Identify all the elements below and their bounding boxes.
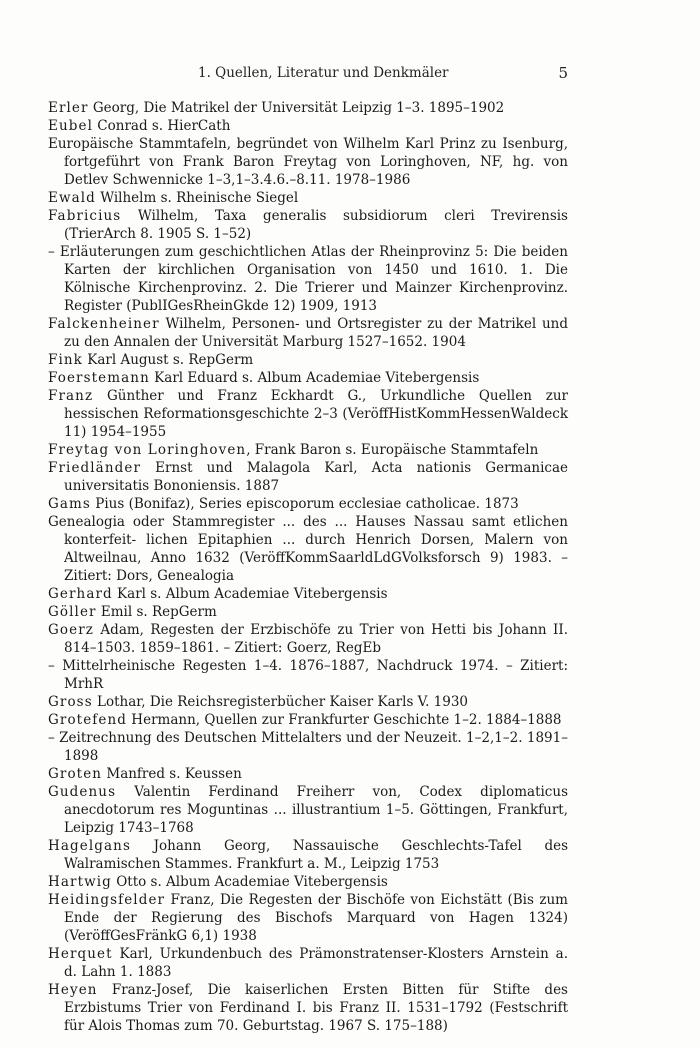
entry-text: Karl August s. RepGerm (82, 352, 254, 368)
bibliography-entry (48, 873, 568, 891)
entry-author: Falckenheiner (48, 316, 160, 332)
entry-author: Gudenus (48, 784, 117, 800)
entry-text: Franz, Die Regesten der Bischöfe von Eichstätt (Bis zum Ende der Regierung des Bischofs Marquard von Hagen 1324) (VeröffGesFränkG 6,1) 1938 (64, 892, 568, 944)
entry-author: Gams (48, 496, 91, 512)
bibliography-entry (48, 99, 568, 117)
bibliography-entry (48, 117, 568, 135)
entry-author: Franz (48, 388, 94, 404)
bibliography-list (48, 99, 568, 1035)
bibliography-entry (48, 945, 568, 981)
entry-author: Heyen (48, 982, 98, 998)
bibliography-entry (48, 351, 568, 369)
bibliography-entry (48, 459, 568, 495)
entry-text: Europäische Stammtafeln, begründet von Wilhelm Karl Prinz zu Isenburg, fortgeführt von Frank Baron Freytag von Loringhoven, NF, hg. von Detlev Schwennicke 1–3,1–3.4.6.–8.11. 1978–1986 (48, 136, 568, 188)
entry-text: Manfred s. Keussen (102, 766, 242, 782)
entry-text: Lothar, Die Reichsregisterbücher Kaiser Karls V. 1930 (92, 694, 469, 710)
entry-text: Günther und Franz Eckhardt G., Urkundliche Quellen zur hessischen Reformationsgeschichte 2–3 (VeröffHistKommHessenWaldeck 11) 1954–1955 (64, 388, 568, 440)
entry-text: Franz-Josef, Die kaiserlichen Ersten Bitten für Stifte des Erzbistums Trier von Ferdinand I. bis Franz II. 1531–1792 (Festschrift für Alois Thomas zum 70. Geburtstag. 1967 S. 175–188) (64, 982, 568, 1034)
bibliography-entry (48, 207, 568, 243)
entry-author: Foerstemann (48, 370, 150, 386)
entry-author: Erler (48, 100, 89, 116)
entry-author: Gerhard (48, 586, 113, 602)
entry-text: Wilhelm, Personen- und Ortsregister zu der Matrikel und zu den Annalen der Universität Marburg 1527–1652. 1904 (64, 316, 568, 350)
entry-text: Hermann, Quellen zur Frankfurter Geschichte 1–2. 1884–1888 (127, 712, 562, 728)
bibliography-entry (48, 657, 568, 693)
entry-author: Groten (48, 766, 103, 782)
entry-text: – Mittelrheinische Regesten 1–4. 1876–1887, Nachdruck 1974. – Zitiert: MrhR (48, 658, 568, 692)
entry-author: Friedländer (48, 460, 142, 476)
entry-author: Fabricius (48, 208, 122, 224)
entry-author: Hagelgans (48, 838, 131, 854)
bibliography-entry (48, 621, 568, 657)
entry-author: Grotefend (48, 712, 128, 728)
page-number: 5 (558, 64, 568, 82)
bibliography-entry (48, 135, 568, 189)
bibliography-entry (48, 513, 568, 585)
entry-text: Genealogia oder Stammregister ... des ... Hauses Nassau samt etlichen konterfeit- lichen Epitaphien ... durch Henrich Dorsen, Malern von Altweilnau, Anno 1632 (VeröffKommSaarldLdGVolksforsch 9) 1983. – Zitiert: Dors, Genealogia (48, 514, 568, 584)
entry-text: Otto s. Album Academiae Vitebergensis (111, 874, 388, 890)
bibliography-entry (48, 729, 568, 765)
bibliography-entry (48, 693, 568, 711)
bibliography-entry (48, 243, 568, 315)
bibliography-entry (48, 711, 568, 729)
entry-author: Goerz (48, 622, 94, 638)
bibliography-entry (48, 603, 568, 621)
entry-text: Adam, Regesten der Erzbischöfe zu Trier von Hetti bis Johann II. 814–1503. 1859–1861. – Zitiert: Goerz, RegEb (64, 622, 568, 656)
bibliography-entry (48, 891, 568, 945)
entry-author: Heidingsfelder (48, 892, 166, 908)
bibliography-entry (48, 783, 568, 837)
entry-author: Fink (48, 352, 83, 368)
bibliography-entry (48, 495, 568, 513)
entry-text: – Erläuterungen zum geschichtlichen Atlas der Rheinprovinz 5: Die beiden Karten der kirchlichen Organisation von 1450 und 1610. 1. Die Kölnische Kirchenprovinz. 2. Die Trierer und Mainzer Kirchenprovinz. Register (PublIGesRheinGkde 12) 1909, 1913 (48, 244, 568, 314)
entry-author: Herquet (48, 946, 113, 962)
entry-author: Eubel (48, 118, 93, 134)
entry-text: Johann Georg, Nassauische Geschlechts-Tafel des Walramischen Stammes. Frankfurt a. M., Leipzig 1753 (64, 838, 568, 872)
entry-text: , Frank Baron s. Europäische Stammtafeln (246, 442, 539, 458)
entry-text: Conrad s. HierCath (93, 118, 231, 134)
entry-text: Karl s. Album Academiae Vitebergensis (112, 586, 388, 602)
bibliography-entry (48, 441, 568, 459)
entry-text: – Zeitrechnung des Deutschen Mittelalters und der Neuzeit. 1–2,1–2. 1891–1898 (48, 730, 568, 764)
entry-text: Wilhelm s. Rheinische Siegel (95, 190, 299, 206)
entry-text: Emil s. RepGerm (96, 604, 217, 620)
entry-author: Göller (48, 604, 97, 620)
bibliography-entry (48, 387, 568, 441)
bibliography-entry (48, 981, 568, 1035)
entry-text: Valentin Ferdinand Freiherr von, Codex diplomaticus anecdotorum res Moguntinas ... illustrantium 1–5. Göttingen, Frankfurt, Leipzig 1743–1768 (64, 784, 568, 836)
entry-author: Ewald (48, 190, 96, 206)
bibliography-entry (48, 765, 568, 783)
running-title: 1. Quellen, Literatur und Denkmäler (198, 65, 449, 81)
bibliography-entry (48, 837, 568, 873)
entry-text: Pius (Bonifaz), Series episcoporum ecclesiae catholicae. 1873 (90, 496, 519, 512)
bibliography-entry (48, 369, 568, 387)
bibliography-entry (48, 189, 568, 207)
bibliography-entry (48, 585, 568, 603)
entry-author: Freytag von Loringhoven (48, 442, 247, 458)
entry-text: Karl Eduard s. Album Academiae Vitebergensis (149, 370, 480, 386)
entry-text: Wilhelm, Taxa generalis subsidiorum cleri Trevirensis (TrierArch 8. 1905 S. 1–52) (64, 208, 568, 242)
entry-author: Hartwig (48, 874, 112, 890)
entry-text: Karl, Urkundenbuch des Prämonstratenser-Klosters Arnstein a. d. Lahn 1. 1883 (64, 946, 568, 980)
entry-text: Georg, Die Matrikel der Universität Leipzig 1–3. 1895–1902 (88, 100, 505, 116)
entry-author: Gross (48, 694, 93, 710)
entry-text: Ernst und Malagola Karl, Acta nationis Germanicae universitatis Bononiensis. 1887 (64, 460, 568, 494)
bibliography-entry (48, 315, 568, 351)
